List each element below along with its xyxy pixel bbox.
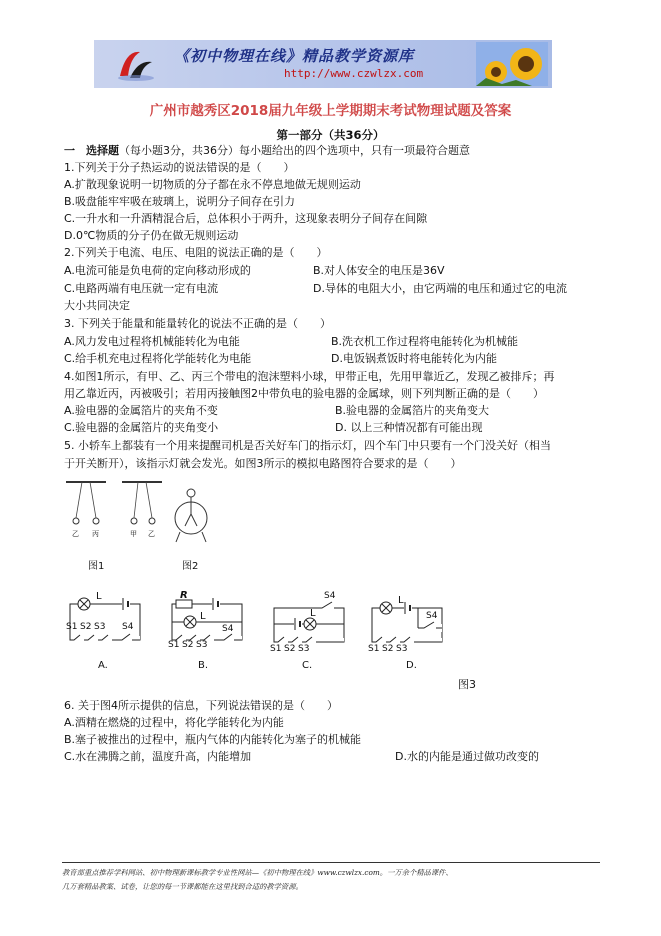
switch-label: S3	[94, 622, 106, 632]
q3-option-c: C.给手机充电过程将化学能转化为电能	[64, 352, 252, 365]
switch-label: S4	[222, 624, 234, 634]
q4-option-a: A.验电器的金属箔片的夹角不变	[64, 404, 218, 417]
q6-option-a: A.酒精在燃烧的过程中，将化学能转化为内能	[64, 716, 284, 729]
circuit-a	[66, 591, 146, 671]
q5-stem-line1: 5. 小轿车上都装有一个用来提醒司机是否关好车门的指示灯，四个车门中只要有一个门没关好（相当	[64, 439, 551, 452]
q2-stem: 2.下列关于电流、电压、电阻的说法正确的是（ ）	[64, 246, 328, 259]
sunflower-icon	[476, 42, 548, 86]
circuit-b-option: B.	[198, 660, 209, 671]
fig1-ball-label: 丙	[92, 530, 99, 538]
q6-option-b: B.塞子被推出的过程中，瓶内气体的内能转化为塞子的机械能	[64, 733, 362, 746]
q3-option-b: B.洗衣机工作过程将电能转化为机械能	[331, 335, 519, 348]
figure-2-electroscope	[168, 488, 214, 546]
page-footer	[62, 866, 602, 894]
circuit-c-lamp-label: L	[310, 608, 316, 619]
circuit-c	[270, 591, 350, 671]
q4-stem-line1: 4.如图1所示，有甲、乙、丙三个带电的泡沫塑料小球，甲带正电，先用甲靠近乙，发现乙被排斥；再	[64, 370, 555, 383]
switch-label: S3	[298, 644, 310, 654]
switch-label: S4	[122, 622, 134, 632]
circuit-a-lamp-label: L	[96, 591, 102, 602]
switch-label: S3	[396, 644, 408, 654]
document-title: 广州市越秀区2018届九年级上学期期末考试物理试题及答案	[149, 103, 512, 119]
switch-label: S4	[324, 591, 336, 601]
figure-1	[62, 476, 172, 546]
q6-option-c: C.水在沸腾之前，温度升高，内能增加	[64, 750, 252, 763]
circuit-d-lamp-label: L	[398, 595, 404, 606]
q2-option-a: A.电流可能是负电荷的定向移动形成的	[64, 264, 251, 277]
q4-stem-line2: 用乙靠近丙，丙被吸引；若用丙接触图2中带负电的验电器的金属球，则下列判断正确的是（ ）	[64, 387, 544, 400]
footer-divider	[62, 862, 600, 863]
q2-option-d-line2: 大小共同决定	[64, 299, 130, 312]
section-heading	[64, 143, 470, 158]
fig1-ball-label: 乙	[72, 530, 79, 538]
switch-label: S4	[426, 611, 438, 621]
switch-label: S3	[196, 640, 208, 650]
switch-label: S1	[270, 644, 282, 654]
switch-label: S1	[368, 644, 380, 654]
banner-url[interactable]: http://www.czwlzx.com	[284, 67, 424, 80]
q4-option-b: B.验电器的金属箔片的夹角变大	[335, 404, 490, 417]
q1-stem: 1.下列关于分子热运动的说法错误的是（ ）	[64, 161, 295, 174]
part-title: 第一部分（共36分）	[276, 128, 385, 142]
figure-2-caption: 图2	[182, 561, 199, 572]
switch-label: S1	[168, 640, 180, 650]
q6-stem: 6. 关于图4所示提供的信息，下列说法错误的是（ ）	[64, 699, 338, 712]
section-heading-rest: （每小题3分，共36分）每小题给出的四个选项中，只有一项最符合题意	[119, 144, 470, 157]
circuit-d	[368, 594, 448, 671]
footer-line-2: 几万套精品教案、试卷，让您的每一节课都能在这里找到合适的教学资源。	[62, 882, 303, 891]
figure-3-caption: 图3	[458, 678, 476, 691]
circuit-d-option: D.	[406, 660, 417, 671]
banner-title: 《初中物理在线》精品教学资源库	[174, 47, 415, 65]
fig1-ball-label: 乙	[148, 530, 155, 538]
switch-label: S2	[182, 640, 194, 650]
q2-option-d-line1: D.导体的电阻大小，由它两端的电压和通过它的电流	[313, 282, 567, 295]
switch-label: S2	[284, 644, 296, 654]
q1-option-a: A.扩散现象说明一切物质的分子都在永不停息地做无规则运动	[64, 178, 361, 191]
switch-label: S2	[80, 622, 92, 632]
q1-option-b: B.吸盘能牢牢吸在玻璃上，说明分子间存在引力	[64, 195, 296, 208]
q1-option-d: D.0℃物质的分子仍在做无规则运动	[64, 229, 239, 242]
circuit-a-option: A.	[98, 660, 108, 671]
q6-option-d: D.水的内能是通过做功改变的	[395, 750, 539, 763]
circuit-b-lamp-label: L	[200, 611, 206, 622]
q3-stem: 3. 下列关于能量和能量转化的说法不正确的是（ ）	[64, 317, 331, 330]
header-banner	[94, 40, 552, 88]
switch-label: S1	[66, 622, 78, 632]
circuit-b	[168, 590, 248, 671]
q4-option-c: C.验电器的金属箔片的夹角变小	[64, 421, 219, 434]
q3-option-a: A.风力发电过程将机械能转化为电能	[64, 335, 240, 348]
switch-label: S2	[382, 644, 394, 654]
q2-option-c: C.电路两端有电压就一定有电流	[64, 282, 219, 295]
q5-stem-line2: 于开关断开），该指示灯就会发光。如图3所示的模拟电路图符合要求的是（ ）	[64, 457, 462, 470]
q2-option-b: B.对人体安全的电压是36V	[313, 264, 445, 277]
circuit-c-option: C.	[302, 660, 313, 671]
figure-1-caption: 图1	[88, 561, 105, 572]
section-heading-bold: 一 选择题	[64, 144, 119, 157]
site-logo-icon	[116, 46, 156, 82]
footer-line-1: 教育部重点推荐学科网站、初中物理新课标教学专业性网站—《初中物理在线》www.czwlzx.com。一万余个精品课件、	[62, 868, 453, 877]
q4-option-d: D. 以上三种情况都有可能出现	[335, 421, 483, 434]
circuit-b-resistor-label: R	[180, 590, 188, 601]
fig1-ball-label: 甲	[130, 530, 137, 538]
q1-option-c: C.一升水和一升酒精混合后，总体积小于两升，这现象表明分子间存在间隙	[64, 212, 428, 225]
q3-option-d: D.电饭锅煮饭时将电能转化为内能	[331, 352, 497, 365]
